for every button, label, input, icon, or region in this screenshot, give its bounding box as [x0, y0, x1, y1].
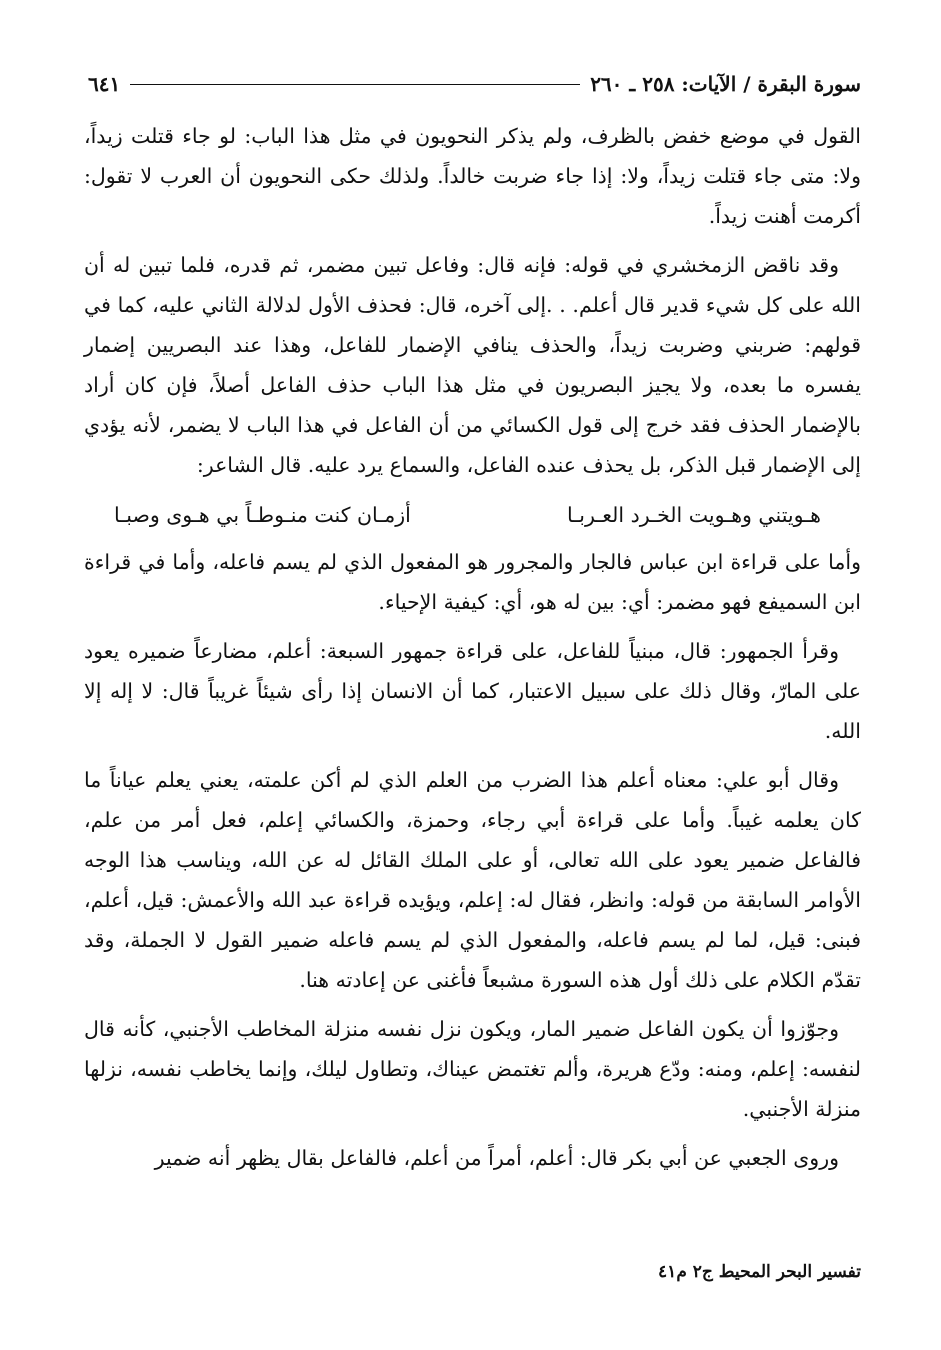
paragraph-1: القول في موضع خفض بالظرف، ولم يذكر النحويون في مثل هذا الباب: لو جاء قتلت زيداً، ولا: متى جاء قتلت زيداً، ولا: إذا جاء ضربت خالداً. ولذلك حكى النحويون أن العرب لا تقول: أكرمت أهنت زيداً. — [84, 124, 861, 228]
paragraph-6: وجوّزوا أن يكون الفاعل ضمير المار، ويكون نزل نفسه منزلة المخاطب الأجنبي، كأنه قال لنفسه: إعلم، ومنه: ودّع هريرة، وألم تغتمض عيناك، وتطاول ليلك، وإنما يخاطب نفسه، نزلها منزلة الأجنبي. — [84, 1017, 861, 1121]
verse-second-hemistich: أزمـان كنت منـوطـاً بي هـوى وصبـا — [114, 503, 411, 527]
page-number: ٦٤١ — [88, 72, 121, 96]
poetry-verse — [84, 494, 861, 536]
running-header — [88, 66, 861, 102]
paragraph-7: وروى الجعبي عن أبي بكر قال: أعلم، أمراً من أعلم، فالفاعل بقال يظهر أنه ضمير — [154, 1146, 839, 1170]
paragraph-3: وأما على قراءة ابن عباس فالجار والمجرور هو المفعول الذي لم يسم فاعله، وأما في قراءة ابن السميفع فهو مضمر: أي: بين له هو، أي: كيفية الإحياء. — [84, 550, 861, 614]
running-title: سورة البقرة / الآيات: ٢٥٨ ـ ٢٦٠ — [590, 72, 861, 96]
paragraph-2: وقد ناقض الزمخشري في قوله: فإنه قال: وفاعل تبين مضمر، ثم قدره، فلما تبين له أن الله على كل شيء قدير قال أعلم. . .إلى آخره، قال: فحذف الأول لدلالة الثاني عليه، كما في قولهم: ضربني وضربت زيداً، والحذف ينافي الإضمار للفاعل، وهذا عند البصريين إضمار يفسره ما بعده، ولا يجيز البصريون في مثل هذا الباب حذف الفاعل أصلاً، فإن كان أراد بالإضمار الحذف فقد خرج إلى قول الكسائي من أن الفاعل في هذا الباب لا يضمر، لأنه يؤدي إلى الإضمار قبل الذكر، بل يحذف عنده الفاعل، والسماع يرد عليه. قال الشاعر: — [84, 253, 861, 477]
verse-first-hemistich: هـويتني وهـويت الخـرد العـربـا — [567, 503, 821, 527]
footer-signature: تفسير البحر المحيط ج٢ م٤١ — [658, 1262, 861, 1282]
main-text — [84, 116, 861, 1187]
header-rule — [130, 84, 580, 85]
paragraph-5: وقال أبو علي: معناه أعلم هذا الضرب من العلم الذي لم أكن علمته، يعني يعلم عياناً ما كان يعلمه غيباً. وأما على قراءة أبي رجاء، وحمزة، والكسائي إعلم، فعل أمر من علم، فالفاعل ضمير يعود على الله تعالى، أو على الملك القائل له عن الله، ويناسب هذا الوجه الأوامر السابقة من قوله: وانظر، فقال له: إعلم، ويؤيده قراءة عبد الله والأعمش: قيل، أعلم، فبنى: قيل، لما لم يسم فاعله، والمفعول الذي لم يسم فاعله ضمير القول لا الجملة، وقد تقدّم الكلام على ذلك أول هذه السورة مشبعاً فأغنى عن إعادته هنا. — [84, 768, 861, 992]
paragraph-4: وقرأ الجمهور: قال، مبنياً للفاعل، على قراءة جمهور السبعة: أعلم، مضارعاً ضميره يعود على المارّ، وقال ذلك على سبيل الاعتبار، كما أن الانسان إذا رأى شيئاً غريباً قال: لا إله إلا الله. — [84, 639, 861, 743]
